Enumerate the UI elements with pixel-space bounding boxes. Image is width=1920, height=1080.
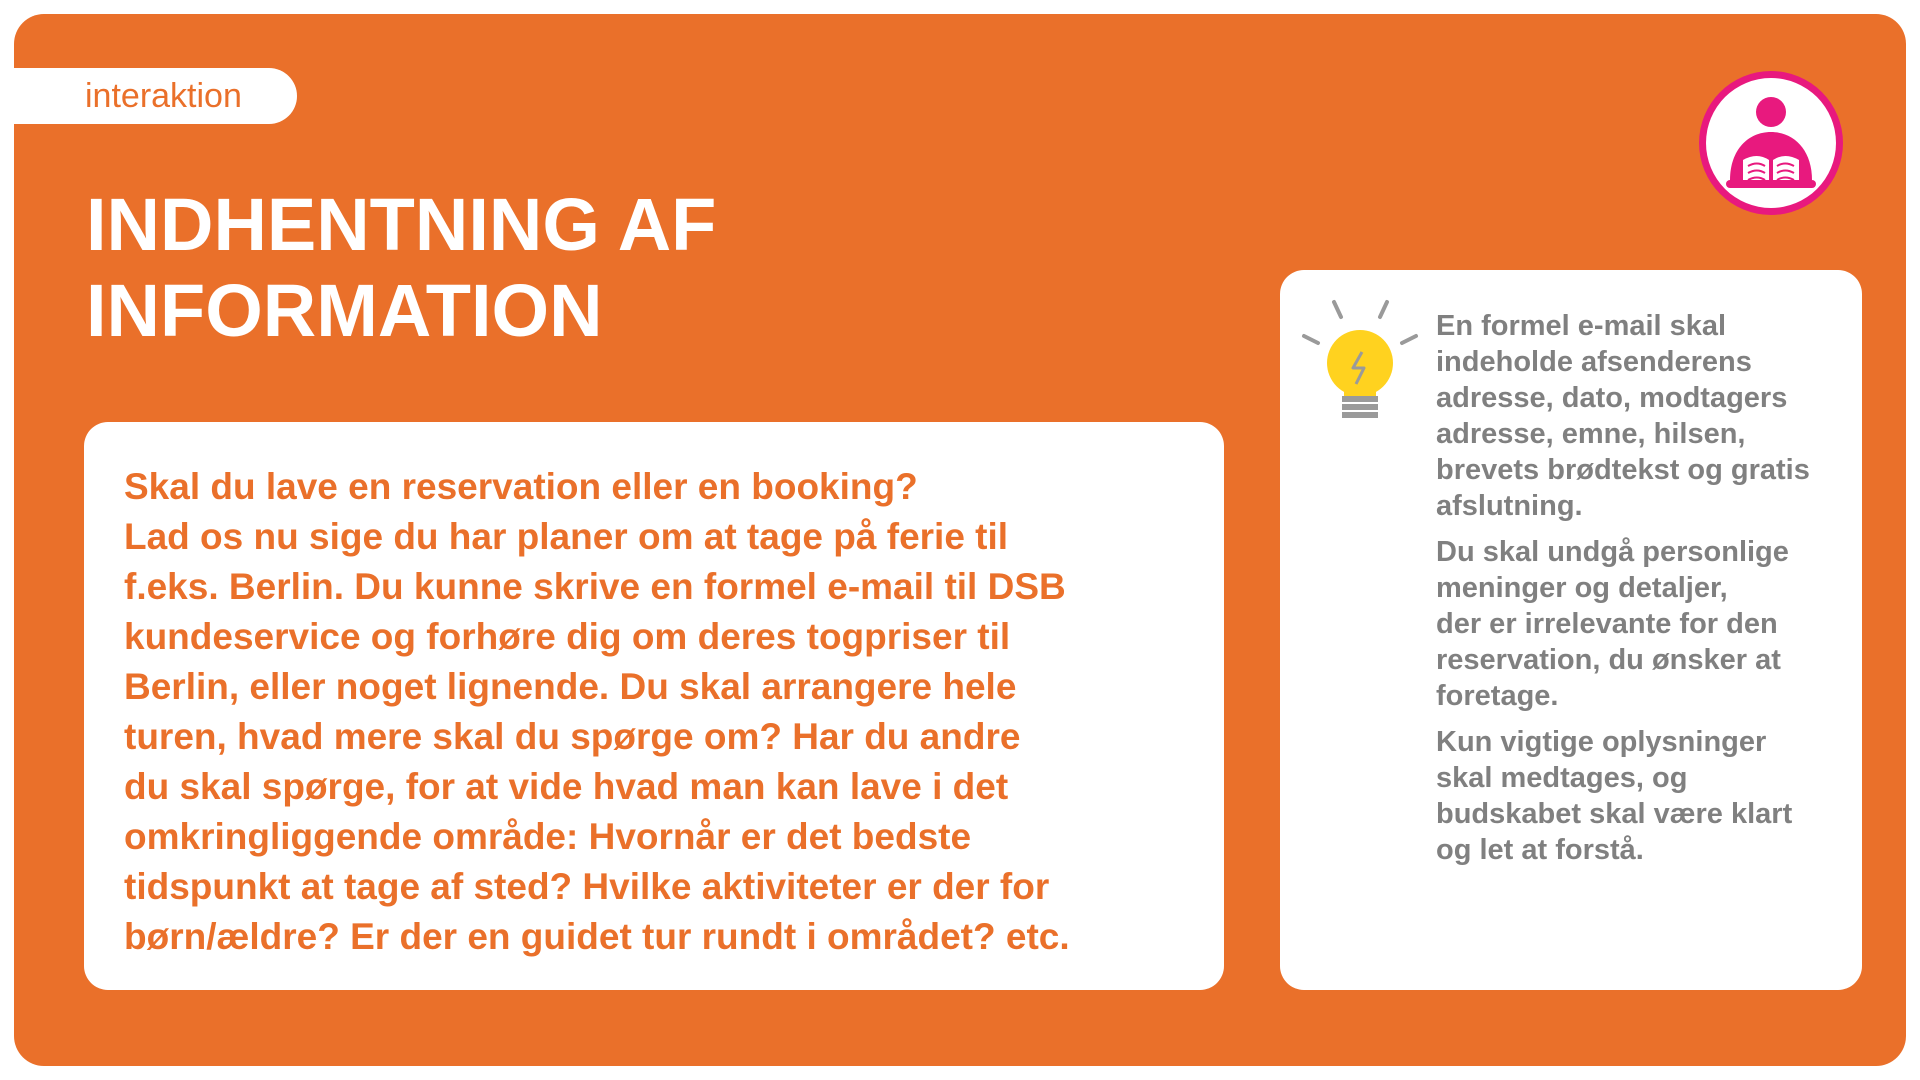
category-tag xyxy=(14,68,297,124)
page-title-line-1: INDHENTNING AF xyxy=(86,183,717,266)
main-body-text: Skal du lave en reservation eller en booking? Lad os nu sige du har planer om at tage på ferie til f.eks. Berlin. Du kunne skrive en formel e-mail til DSB kundeservice og forhøre dig om deres togpriser til Berlin, eller noget lignende. Du skal arrangere hele turen, hvad mere skal du spørge om? Har du andre du skal spørge, for at vide hvad man kan lave i det omkringliggende område: Hvornår er det bedste tidspunkt at tage af sted? Hvilke aktiviteter er der for børn/ældre? Er der en guidet tur rundt i området? etc. xyxy=(124,466,1070,957)
tip-paragraph-2: Du skal undgå personlige meninger og detaljer, der er irrelevante for den reservation, du ønsker at foretage. xyxy=(1436,536,1789,712)
page-title xyxy=(86,182,986,354)
main-text-card xyxy=(84,422,1224,990)
reading-person-icon xyxy=(1696,68,1846,218)
category-tag-label: interaktion xyxy=(85,77,242,115)
tip-paragraph-1: En formel e-mail skal indeholde afsenderens adresse, dato, modtagers adresse, emne, hilsen, brevets brødtekst og gratis afslutning. xyxy=(1436,310,1810,522)
tip-text xyxy=(1436,308,1846,878)
lightbulb-icon xyxy=(1300,290,1420,424)
page-title-line-2: INFORMATION xyxy=(86,269,603,352)
tip-card xyxy=(1280,270,1862,990)
slide-background xyxy=(14,14,1906,1066)
tip-paragraph-3: Kun vigtige oplysninger skal medtages, og budskabet skal være klart og let at forstå. xyxy=(1436,726,1793,866)
